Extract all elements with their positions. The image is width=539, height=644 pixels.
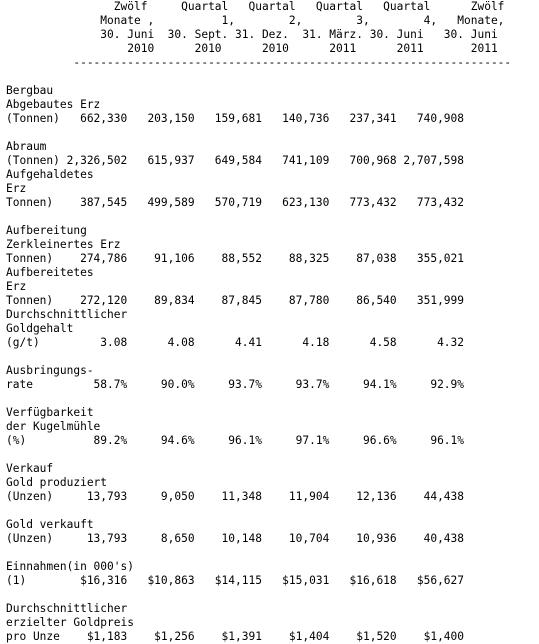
text-line: Erz: [6, 182, 27, 195]
text-line: Einnahmen(in 000's): [6, 560, 134, 573]
blank-line: [6, 70, 511, 84]
text-line: (Tonnen) 662,330 203,150 159,681 140,736 237,341 740,908: [6, 112, 465, 125]
text-line: (Unzen) 13,793 8,650 10,148 10,704 10,936 40,438: [6, 532, 465, 545]
text-line: Tonnen) 387,545 499,589 570,719 623,130 773,432 773,432: [6, 196, 465, 209]
text-line: Goldgehalt: [6, 322, 74, 335]
text-line: Zwölf Quartal Quartal Quartal Quartal Zwölf: [6, 0, 505, 13]
text-line: pro Unze $1,183 $1,256 $1,391 $1,404 $1,520 $1,400: [6, 630, 465, 643]
text-line: Monate , 1, 2, 3, 4, Monate,: [6, 14, 505, 27]
text-line: Gold verkauft: [6, 518, 94, 531]
text-line: Verfügbarkeit: [6, 406, 94, 419]
blank-line: [6, 504, 511, 518]
text-line: Gold produziert: [6, 476, 108, 489]
text-line: (%) 89.2% 94.6% 96.1% 97.1% 96.6% 96.1%: [6, 434, 465, 447]
blank-line: [6, 392, 511, 406]
text-line: Zerkleinertes Erz: [6, 238, 121, 251]
text-line: 2010 2010 2010 2011 2011 2011: [6, 42, 498, 55]
text-line: Aufbereitung: [6, 224, 87, 237]
blank-line: [6, 588, 511, 602]
text-line: Durchschnittlicher: [6, 308, 128, 321]
text-line: (1) $16,316 $10,863 $14,115 $15,031 $16,618 $56,627: [6, 574, 465, 587]
text-line: Ausbringungs-: [6, 364, 94, 377]
blank-line: [6, 210, 511, 224]
blank-line: [6, 350, 511, 364]
text-line: Durchschnittlicher: [6, 602, 128, 615]
text-line: Erz: [6, 280, 27, 293]
text-line: der Kugelmühle: [6, 420, 101, 433]
text-line: (g/t) 3.08 4.08 4.41 4.18 4.58 4.32: [6, 336, 465, 349]
text-line: Abraum: [6, 140, 47, 153]
text-line: (Tonnen) 2,326,502 615,937 649,584 741,109 700,968 2,707,598: [6, 154, 465, 167]
text-line: Verkauf: [6, 462, 54, 475]
blank-line: [6, 126, 511, 140]
text-line: erzielter Goldpreis: [6, 616, 134, 629]
text-line: rate 58.7% 90.0% 93.7% 93.7% 94.1% 92.9%: [6, 378, 465, 391]
text-line: 30. Juni 30. Sept. 31. Dez. 31. März. 30. Juni 30. Juni: [6, 28, 498, 41]
text-line: Bergbau: [6, 84, 54, 97]
text-line: Aufbereitetes: [6, 266, 94, 279]
blank-line: [6, 448, 511, 462]
text-line: (Unzen) 13,793 9,050 11,348 11,904 12,136 44,438: [6, 490, 465, 503]
production-statistics-table: [6, 0, 511, 644]
text-line: -----------------------------------------------------------------: [6, 56, 512, 69]
text-line: Tonnen) 272,120 89,834 87,845 87,780 86,540 351,999: [6, 294, 465, 307]
text-line: Abgebautes Erz: [6, 98, 101, 111]
blank-line: [6, 546, 511, 560]
text-line: Tonnen) 274,786 91,106 88,552 88,325 87,038 355,021: [6, 252, 465, 265]
text-line: Aufgehaldetes: [6, 168, 94, 181]
